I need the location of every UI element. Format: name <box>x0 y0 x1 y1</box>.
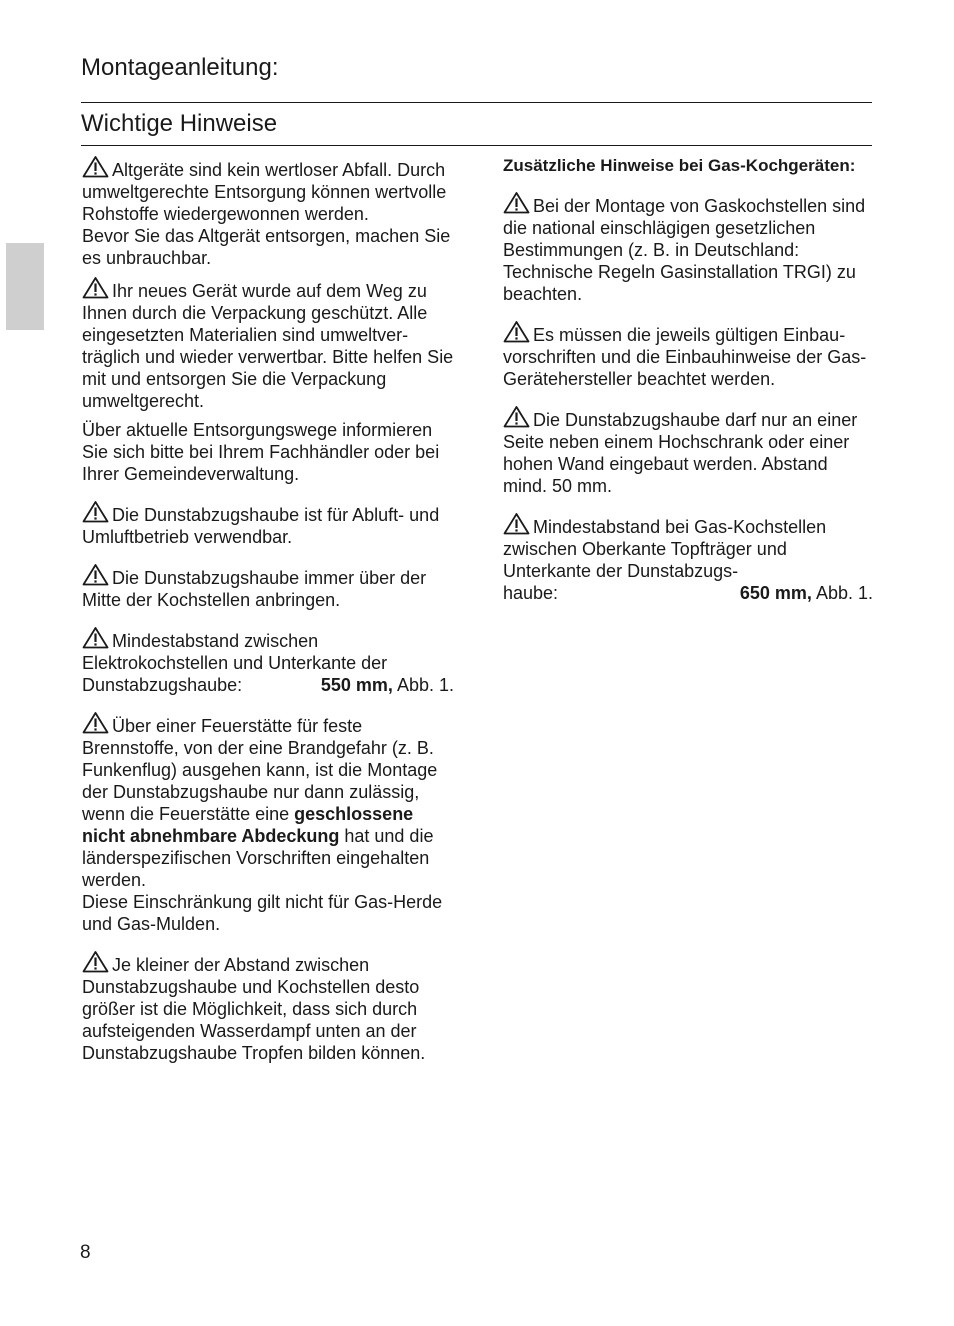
warning-triangle-icon <box>82 500 109 523</box>
paragraph-disposal-info: Über aktuelle Entsorgungswege informieren Sie sich bitte bei Ihrem Fachhändler oder bei Ihrer Gemeindeverwaltung. <box>82 420 440 484</box>
page-header-title: Montageanleitung: <box>81 54 279 81</box>
paragraph-center-mounting: Die Dunstabzugshaube immer über der Mitte der Kochstellen anbringen. <box>82 563 454 611</box>
electric-distance-value: 550 mm, <box>320 675 393 695</box>
paragraph-gas-regulations: Bei der Montage von Gaskochstellen sind die national einschlägigen gesetzlichen Bestimmungen (z. B. in Deutschland: Technische Regeln Gasinstallation TRGI) zu beachten. <box>503 191 873 305</box>
header-divider <box>81 102 872 103</box>
paragraph-electric-min-distance: Mindestabstand zwischen Elektrokochstellen und Unterkante der Dunstabzugshaube: 550 mm, Abb. 1. <box>82 626 454 696</box>
warning-triangle-icon <box>82 950 109 973</box>
paragraph-disposal: Altgeräte sind kein wertloser Abfall. Durch umweltgerechte Entsorgung können wertvolle Rohstoffe wiedergewonnen werden. Bevor Sie das Altgerät entsorgen, machen Sie es unbrauchbar. <box>82 155 454 269</box>
warning-triangle-icon <box>503 405 530 428</box>
language-side-tab <box>6 243 44 330</box>
paragraph-packaging: Ihr neues Gerät wurde auf dem Weg zu Ihnen durch die Verpackung geschützt. Alle eingesetzten Materialien sind umweltverträglich und wieder verwertbar. Bitte helfen Sie mit und entsorgen Sie die Verpackung umweltgerecht. <box>82 276 454 412</box>
warning-triangle-icon <box>503 512 530 535</box>
gas-notes-heading: Zusätzliche Hinweise bei Gas-Kochgeräten: <box>503 156 856 175</box>
gas-distance-row: haube: 650 mm, Abb. 1. <box>503 583 873 603</box>
warning-triangle-icon <box>82 626 109 649</box>
warning-triangle-icon <box>82 563 109 586</box>
warning-triangle-icon <box>82 276 109 299</box>
paragraph-side-clearance: Die Dunstabzugshaube darf nur an einer Seite neben einem Hochschrank oder einer hohen Wand eingebaut werden. Abstand mind. 50 mm. <box>503 405 873 497</box>
warning-triangle-icon <box>82 711 109 734</box>
section-title: Wichtige Hinweise <box>81 110 278 137</box>
warning-triangle-icon <box>503 320 530 343</box>
warning-triangle-icon <box>503 191 530 214</box>
right-column <box>503 155 873 619</box>
page-number: 8 <box>80 1242 91 1263</box>
paragraph-gas-min-distance: Mindestabstand bei Gas-Kochstellen zwischen Oberkante Topfträger und Unterkante der Dunstabzugs- haube: 650 mm, Abb. 1. <box>503 512 873 604</box>
gas-distance-value: 650 mm, <box>739 583 812 603</box>
left-column <box>82 155 454 1079</box>
paragraph-condensation: Je kleiner der Abstand zwischen Dunstabzugshaube und Kochstellen desto größer ist die Möglichkeit, dass sich durch aufsteigenden Wasserdampf unten an der Dunstabzugshaube Tropfen bilden können. <box>82 950 454 1064</box>
paragraph-solid-fuel: Über einer Feuerstätte für feste Brennstoffe, von der eine Brandgefahr (z. B. Funkenflug) ausgehen kann, ist die Montage der Dunstabzugshaube nur dann zulässig, wenn die Feuerstätte eine geschlossene nicht abnehmbare Abdeckung hat und die länderspezifischen Vorschriften eingehalten werden. Diese Einschränkung gilt nicht für Gas-Herde und Gas-Mulden. <box>82 711 454 935</box>
section-divider <box>81 145 872 146</box>
paragraph-installation-rules: Es müssen die jeweils gültigen Einbauvorschriften und die Einbauhinweise der Gas-Gerätehersteller beachtet werden. <box>503 320 873 390</box>
electric-distance-row: Dunstabzugshaube: 550 mm, Abb. 1. <box>82 675 454 695</box>
warning-triangle-icon <box>82 155 109 178</box>
fixed-cover-emphasis: geschlossene nicht abnehmbare Abdeckung <box>82 804 414 846</box>
paragraph-exhaust-mode: Die Dunstabzugshaube ist für Abluft- und Umluftbetrieb verwendbar. <box>82 500 454 548</box>
